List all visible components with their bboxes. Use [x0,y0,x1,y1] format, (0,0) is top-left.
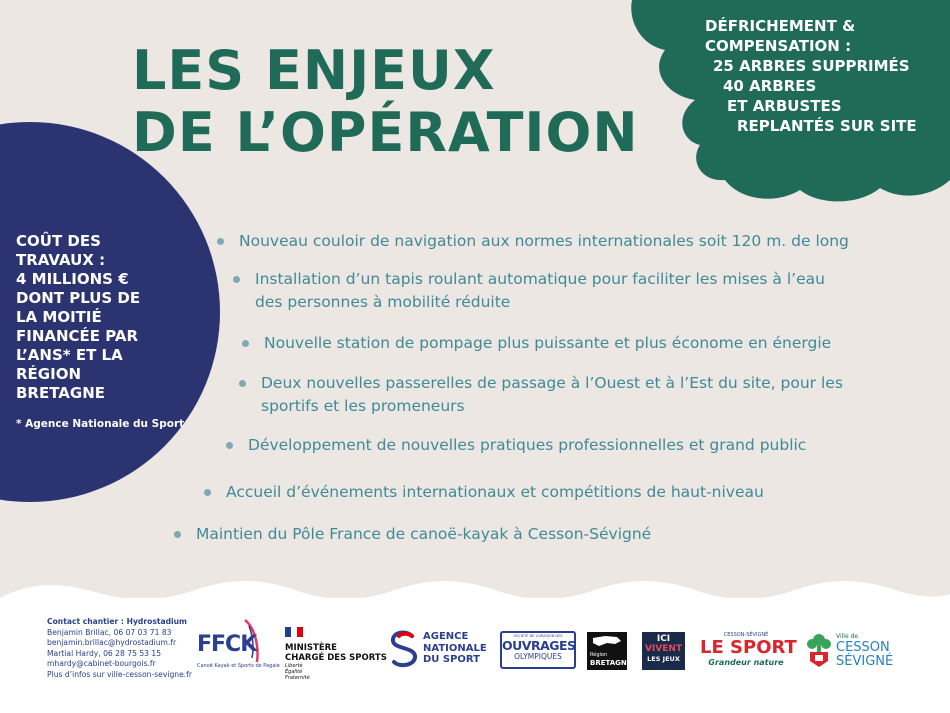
ans-s-icon [388,630,420,668]
contact-line: Benjamin Brillac, 06 07 03 71 83 [47,627,172,637]
cost-line: L’ANS* ET LA [16,346,123,364]
bullet-dot-icon [204,489,211,496]
ville-line: SÉVIGNÉ [836,654,894,669]
region-bretagne-logo [587,632,632,670]
cost-line: DONT PLUS DE [16,289,141,307]
list-item [226,481,764,504]
list-item-text: Deux nouvelles passerelles de passage à l’Ouest et à l’Est du site, pour les [261,374,843,392]
list-item-text: Nouvelle station de pompage plus puissante et plus économe en énergie [264,334,832,352]
list-item-text: Maintien du Pôle France de canoë-kayak à Cesson-Sévigné [196,525,652,543]
contact-block [47,617,192,680]
solideo-line: OLYMPIQUES [514,652,562,661]
solideo-logo [500,631,576,669]
ans-line: NATIONALE [423,642,487,654]
le-sport-logo [700,632,797,672]
cost-line: BRETAGNE [16,384,106,402]
list-item-text: Installation d’un tapis roulant automatique pour faciliter les mises à l’eau [255,270,825,288]
motto-line: Liberté [285,663,303,669]
compensation-line: 40 ARBRES [723,77,817,95]
compensation-line: 25 ARBRES SUPPRIMÉS [713,57,910,75]
french-flag-icon [285,627,303,637]
cost-block [16,232,140,403]
cost-line: FINANCÉE PAR [16,327,139,345]
ffck-subtitle: Canoë Kayak et Sports de Pagaie [197,663,280,669]
cost-line: TRAVAUX : [16,251,106,269]
bretagne-map-icon [587,632,627,652]
cost-line: LA MOITIÉ [16,308,102,326]
motto-line: Fraternité [285,675,310,681]
compensation-line: DÉFRICHEMENT & [705,17,856,35]
ville-small: Ville de [836,633,859,640]
compensation-line: COMPENSATION : [705,37,852,55]
list-item [264,332,831,355]
title-line-2: DE L’OPÉRATION [132,101,639,164]
solideo-line: OUVRAGES [502,638,576,653]
list-item-text: des personnes à mobilité réduite [255,293,511,311]
cost-footnote: * Agence Nationale du Sport [16,418,185,430]
ici-line: ICI [656,634,671,644]
region-line: BRETAGNE [590,659,632,667]
list-item [239,230,849,253]
compensation-line: REPLANTÉS SUR SITE [737,117,917,135]
ministere-logo [285,622,387,681]
motto-line: Égalité [285,669,303,675]
contact-line: benjamin.brillac@hydrostadium.fr [47,638,177,647]
list-item [261,372,843,418]
cost-line: 4 MILLIONS € [16,270,129,288]
contact-line: mhardy@cabinet-bourgois.fr [47,659,156,668]
page-title [132,40,639,164]
ici-vivent-les-jeux-logo [642,632,685,670]
ans-logo [388,630,490,670]
bullet-dot-icon [174,531,181,538]
tree-crest-icon [806,632,832,668]
cost-line: COÛT DES [16,232,101,250]
region-line: Région [590,652,608,658]
list-item-text: sportifs et les promeneurs [261,397,465,415]
ici-line: LES JEUX [647,655,680,663]
bullet-dot-icon [242,340,249,347]
ans-line: DU SPORT [423,654,481,665]
bullet-dot-icon [239,380,246,387]
ffck-logo [197,618,280,673]
solideo-small: SOCIÉTÉ DE LIVRAISON DES [513,634,563,638]
bullet-dot-icon [217,238,224,245]
ministere-line: CHARGÉ DES SPORTS [285,653,387,663]
contact-line: Plus d’infos sur ville-cesson-sevigne.fr [47,669,192,679]
le-sport-title: LE SPORT [700,637,797,658]
ans-line: AGENCE [423,631,469,642]
bullet-dot-icon [226,442,233,449]
ville-cesson-logo [806,632,906,672]
list-item-text: Accueil d’événements internationaux et compétitions de haut-niveau [226,483,764,501]
compensation-line: ET ARBUSTES [727,97,842,115]
le-sport-tagline: Grandeur nature [708,658,784,667]
le-sport-small: CESSON-SÉVIGNÉ [723,632,769,638]
ville-line: CESSON [836,640,890,655]
ministere-line: MINISTÈRE [285,643,337,653]
list-item-text: Nouveau couloir de navigation aux normes internationales soit 120 m. de long [239,232,849,250]
list-item-text: Développement de nouvelles pratiques professionnelles et grand public [248,436,807,454]
ffck-wordmark: FFCK [197,632,257,657]
bullet-dot-icon [233,276,240,283]
contact-heading: Contact chantier : Hydrostadium [47,617,187,626]
cost-line: RÉGION [16,365,81,383]
list-item [248,434,806,457]
title-line-1: LES ENJEUX [132,39,496,102]
list-item [196,523,651,546]
contact-line: Martial Hardy, 06 28 75 53 15 [47,648,162,658]
list-item [255,268,825,314]
ici-line: VIVENT [644,644,683,654]
